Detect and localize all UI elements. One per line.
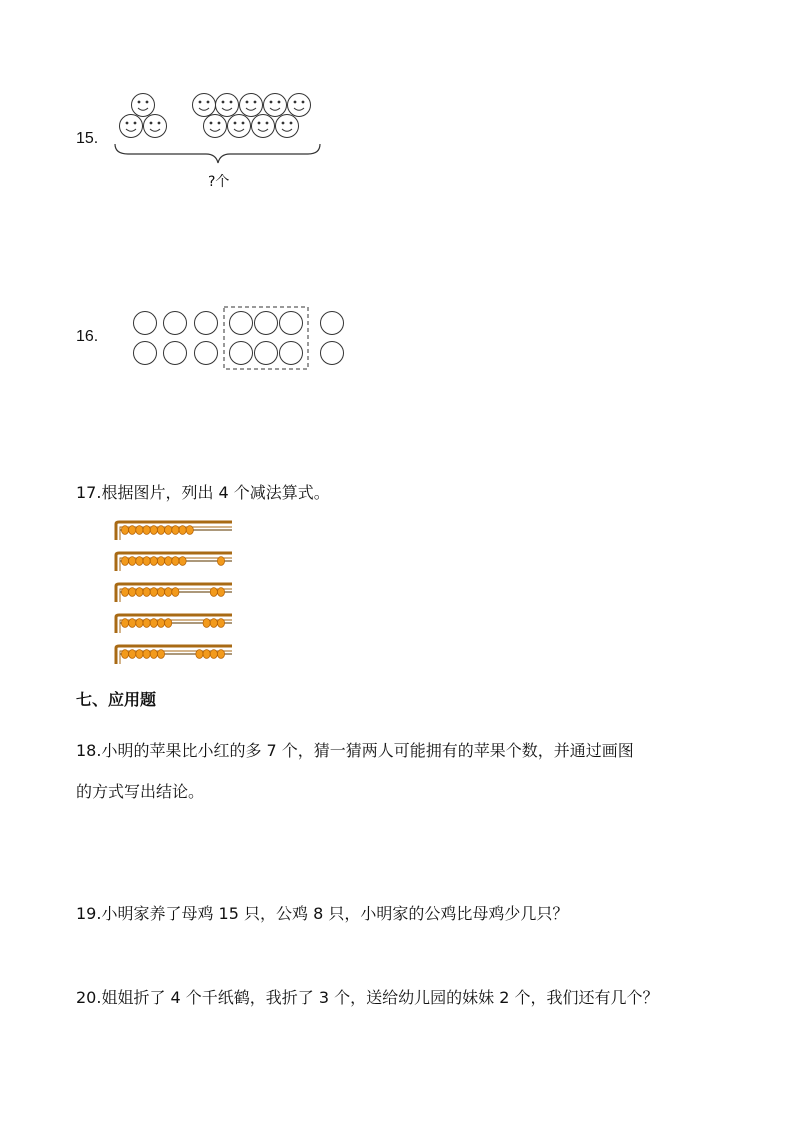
abacus-bead bbox=[129, 650, 136, 659]
abacus-bead bbox=[121, 557, 128, 566]
abacus-bead bbox=[143, 619, 150, 628]
abacus-row bbox=[116, 553, 232, 571]
abacus-bead bbox=[165, 588, 172, 597]
abacus-bead bbox=[121, 619, 128, 628]
abacus-row bbox=[116, 522, 232, 540]
abacus-bead bbox=[217, 588, 224, 597]
q15-number: 15. bbox=[76, 130, 99, 147]
abacus-bead bbox=[172, 588, 179, 597]
abacus-bead bbox=[186, 526, 193, 535]
abacus-bead bbox=[157, 588, 164, 597]
abacus-bead bbox=[150, 557, 157, 566]
abacus-bead bbox=[157, 650, 164, 659]
curly-brace bbox=[115, 144, 320, 163]
abacus-bead bbox=[121, 650, 128, 659]
abacus-bead bbox=[129, 619, 136, 628]
abacus-bead bbox=[136, 619, 143, 628]
abacus-bead bbox=[217, 619, 224, 628]
abacus-bead bbox=[143, 557, 150, 566]
section-title: 七、应用题 bbox=[76, 690, 157, 709]
abacus-bead bbox=[172, 526, 179, 535]
abacus-bead bbox=[157, 557, 164, 566]
abacus-bead bbox=[136, 650, 143, 659]
abacus-bead bbox=[157, 526, 164, 535]
abacus-bead bbox=[143, 588, 150, 597]
q20-text: 20.姐姐折了 4 个千纸鹤，我折了 3 个，送给幼儿园的妹妹 2 个，我们还有几个？ bbox=[76, 988, 659, 1007]
abacus-bead bbox=[217, 557, 224, 566]
abacus-row bbox=[116, 615, 232, 633]
abacus-bead bbox=[136, 526, 143, 535]
abacus-bead bbox=[203, 650, 210, 659]
q19-text: 19.小明家养了母鸡 15 只，公鸡 8 只，小明家的公鸡比母鸡少几只？ bbox=[76, 904, 569, 923]
q17-abacus-figure bbox=[112, 518, 236, 673]
abacus-bead bbox=[136, 588, 143, 597]
abacus-bead bbox=[165, 526, 172, 535]
abacus-bead bbox=[129, 526, 136, 535]
q18-line1: 18.小明的苹果比小红的多 7 个，猜一猜两人可能拥有的苹果个数，并通过画图 bbox=[76, 741, 634, 760]
q16-number: 16. bbox=[76, 328, 99, 345]
abacus-bead bbox=[210, 650, 217, 659]
abacus-bead bbox=[196, 650, 203, 659]
abacus-bead bbox=[136, 557, 143, 566]
abacus-bead bbox=[121, 526, 128, 535]
abacus-bead bbox=[172, 557, 179, 566]
smiley-right-group bbox=[193, 94, 311, 138]
abacus-bead bbox=[150, 588, 157, 597]
abacus-bead bbox=[217, 650, 224, 659]
abacus-bead bbox=[210, 588, 217, 597]
smiley-left-group bbox=[120, 94, 167, 138]
abacus-bead bbox=[143, 650, 150, 659]
abacus-bead bbox=[157, 619, 164, 628]
abacus-bead bbox=[121, 588, 128, 597]
abacus-bead bbox=[203, 619, 210, 628]
abacus-bead bbox=[150, 650, 157, 659]
abacus-bead bbox=[165, 619, 172, 628]
q17-text: 17.根据图片，列出 4 个减法算式。 bbox=[76, 483, 330, 502]
abacus-bead bbox=[129, 557, 136, 566]
abacus-row bbox=[116, 584, 232, 602]
abacus-bead bbox=[143, 526, 150, 535]
q16-circles-figure bbox=[125, 302, 355, 374]
abacus-bead bbox=[210, 619, 217, 628]
q15-brace-label: ?个 bbox=[208, 174, 230, 190]
abacus-bead bbox=[129, 588, 136, 597]
abacus-bead bbox=[150, 619, 157, 628]
abacus-bead bbox=[179, 557, 186, 566]
abacus-row bbox=[116, 646, 232, 664]
abacus-bead bbox=[165, 557, 172, 566]
q18-line2: 的方式写出结论。 bbox=[76, 782, 205, 801]
abacus-bead bbox=[150, 526, 157, 535]
abacus-bead bbox=[179, 526, 186, 535]
